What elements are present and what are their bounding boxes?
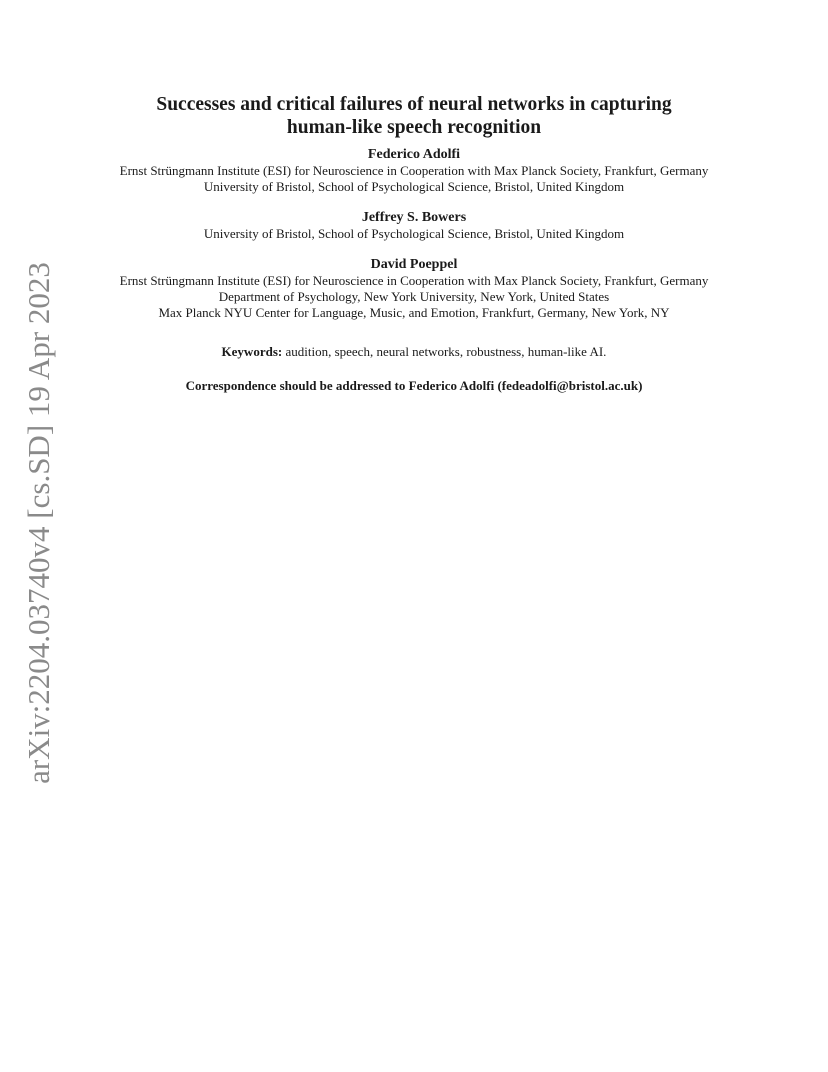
author-affiliation: Ernst Strüngmann Institute (ESI) for Neuroscience in Cooperation with Max Planck Society, Frankfurt, Germany [119, 273, 709, 288]
title-line-2: human-like speech recognition [286, 117, 542, 138]
author-affiliation: Ernst Strüngmann Institute (ESI) for Neuroscience in Cooperation with Max Planck Society, Frankfurt, Germany [119, 163, 709, 178]
title-block [60, 93, 768, 394]
author-affiliation: University of Bristol, School of Psychological Science, Bristol, United Kingdom [203, 179, 625, 194]
author-affiliation: Department of Psychology, New York University, New York, United States [218, 289, 610, 304]
keywords-line [60, 344, 768, 360]
paper-title [60, 93, 768, 139]
keywords-text: audition, speech, neural networks, robustness, human-like AI. [282, 344, 607, 359]
correspondence-line: Correspondence should be addressed to Federico Adolfi (fedeadolfi@bristol.ac.uk) [185, 378, 643, 393]
author-name: Federico Adolfi [367, 147, 461, 162]
author-name: Jeffrey S. Bowers [361, 210, 467, 225]
arxiv-identifier-stamp: arXiv:2204.03740v4 [cs.SD] 19 Apr 2023 [21, 262, 56, 784]
author-affiliation: Max Planck NYU Center for Language, Music, and Emotion, Frankfurt, Germany, New York, NY [158, 305, 670, 320]
author-block-1 [60, 146, 768, 195]
keywords-label: Keywords: [221, 344, 283, 359]
title-line-1: Successes and critical failures of neural networks in capturing [156, 94, 672, 115]
author-affiliation: University of Bristol, School of Psychological Science, Bristol, United Kingdom [203, 226, 625, 241]
author-block-2 [60, 209, 768, 242]
author-block-3 [60, 256, 768, 321]
author-name: David Poeppel [370, 257, 458, 272]
